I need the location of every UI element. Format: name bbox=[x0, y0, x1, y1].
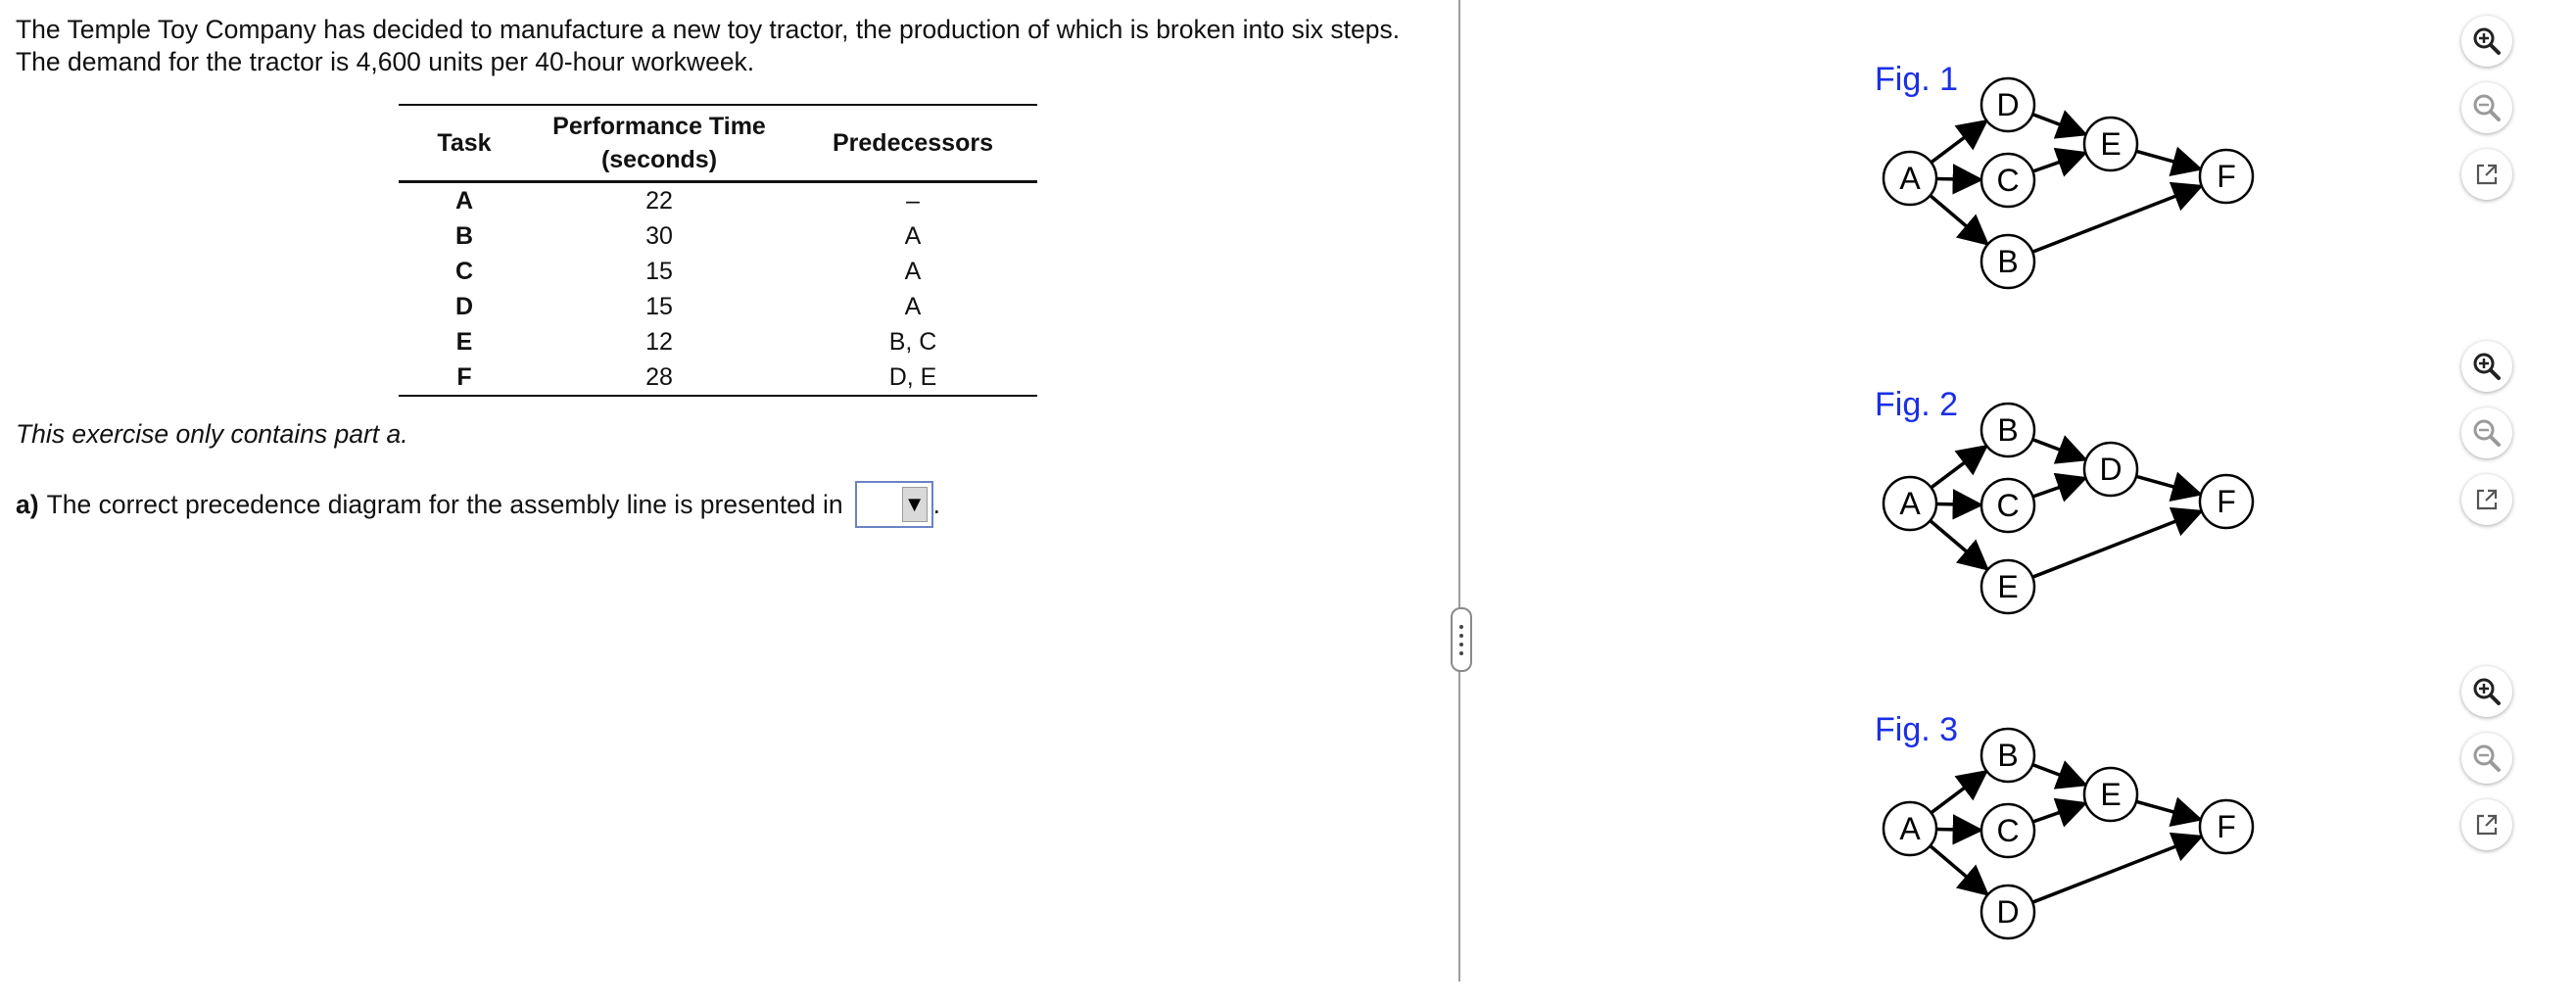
node-A bbox=[1884, 152, 1936, 205]
cell-task: B bbox=[454, 221, 474, 250]
node-label: B bbox=[1997, 738, 2019, 773]
node-C bbox=[1981, 804, 2034, 857]
header-time-line1: Performance Time bbox=[552, 113, 766, 140]
open-new-window-button[interactable] bbox=[2461, 474, 2512, 525]
header-time-line2: (seconds) bbox=[600, 146, 718, 173]
answer-dropdown[interactable] bbox=[855, 481, 933, 528]
arrow-A-to-D bbox=[1931, 845, 1987, 893]
node-label: E bbox=[2100, 126, 2122, 162]
node-B bbox=[1981, 729, 2034, 782]
header-predecessors: Predecessors bbox=[832, 129, 993, 157]
cell-task: C bbox=[454, 257, 474, 285]
precedence-diagram-1 bbox=[1861, 61, 2331, 315]
arrow-B-to-D bbox=[2032, 440, 2085, 459]
node-label: A bbox=[1899, 161, 1921, 196]
arrow-E-to-F bbox=[2032, 511, 2201, 577]
arrow-E-to-F bbox=[2136, 151, 2200, 168]
arrow-C-to-E bbox=[2032, 803, 2084, 822]
node-D bbox=[1981, 885, 2034, 938]
figure-2 bbox=[1861, 386, 2331, 680]
zoom-in-icon bbox=[2470, 675, 2504, 708]
arrow-B-to-F bbox=[2032, 186, 2201, 252]
header-task: Task bbox=[437, 129, 492, 157]
cell-time: 15 bbox=[645, 257, 673, 285]
node-label: B bbox=[1997, 412, 2019, 448]
open-new-window-icon bbox=[2472, 810, 2502, 839]
table-row bbox=[399, 289, 1037, 324]
cell-task: A bbox=[454, 186, 474, 215]
table-row bbox=[399, 324, 1037, 359]
cell-predecessors: B, C bbox=[888, 327, 937, 356]
cell-predecessors: D, E bbox=[888, 362, 937, 391]
node-label: B bbox=[1997, 244, 2019, 279]
node-label: F bbox=[2217, 809, 2236, 844]
zoom-out-button[interactable] bbox=[2461, 407, 2512, 458]
cell-time: 12 bbox=[645, 327, 673, 356]
node-label: C bbox=[1996, 163, 2020, 198]
cell-time: 15 bbox=[645, 292, 673, 320]
cell-task: E bbox=[455, 327, 473, 356]
task-table bbox=[399, 104, 1037, 397]
node-D bbox=[1981, 78, 2034, 131]
arrow-E-to-F bbox=[2136, 801, 2200, 819]
precedence-diagram-2 bbox=[1861, 386, 2331, 641]
zoom-out-icon bbox=[2470, 416, 2504, 450]
zoom-out-icon bbox=[2470, 742, 2504, 775]
node-B bbox=[1981, 404, 2034, 456]
arrow-A-to-D bbox=[1932, 121, 1986, 163]
figure-1 bbox=[1861, 61, 2331, 355]
part-a-label: a) bbox=[16, 489, 39, 519]
node-label: E bbox=[2100, 777, 2122, 812]
open-new-window-button[interactable] bbox=[2461, 799, 2512, 850]
node-label: E bbox=[1997, 569, 2019, 604]
node-A bbox=[1884, 802, 1936, 855]
table-row bbox=[399, 218, 1037, 254]
zoom-out-button[interactable] bbox=[2461, 82, 2512, 133]
node-label: F bbox=[2217, 484, 2236, 519]
arrow-C-to-E bbox=[2032, 153, 2084, 171]
handle-dot bbox=[1459, 625, 1463, 629]
resize-handle[interactable] bbox=[1451, 607, 1472, 672]
cell-time: 28 bbox=[645, 362, 673, 391]
zoom-in-icon bbox=[2470, 24, 2504, 58]
dropdown-arrow-icon[interactable]: ▼ bbox=[902, 487, 928, 522]
arrow-C-to-D bbox=[2032, 478, 2084, 497]
arrow-A-to-B bbox=[1932, 447, 1986, 488]
handle-dot bbox=[1459, 634, 1463, 638]
node-F bbox=[2200, 150, 2253, 203]
part-a-question bbox=[16, 481, 940, 528]
node-D bbox=[2084, 443, 2137, 496]
cell-predecessors: A bbox=[904, 257, 922, 285]
table-header-row bbox=[399, 105, 1037, 182]
node-label: C bbox=[1996, 813, 2020, 848]
table-row bbox=[399, 359, 1037, 396]
open-new-window-icon bbox=[2472, 485, 2502, 514]
node-E bbox=[2084, 118, 2137, 170]
node-label: A bbox=[1899, 486, 1921, 521]
cell-time: 22 bbox=[645, 186, 673, 215]
zoom-out-icon bbox=[2470, 91, 2504, 124]
arrow-D-to-F bbox=[2136, 476, 2200, 494]
cell-task: D bbox=[454, 292, 474, 320]
arrow-A-to-B bbox=[1932, 772, 1986, 813]
arrow-B-to-E bbox=[2032, 765, 2085, 785]
zoom-out-button[interactable] bbox=[2461, 733, 2512, 784]
cell-predecessors: A bbox=[904, 292, 922, 320]
cell-task: F bbox=[456, 362, 472, 391]
panel-divider bbox=[1458, 0, 1460, 981]
node-E bbox=[1981, 560, 2034, 613]
problem-statement: The Temple Toy Company has decided to manufacture a new toy tractor, the production of which is broken into six steps. The demand for the tractor is 4,600 units per 40-hour workweek. bbox=[16, 15, 1401, 76]
part-a-text: The correct precedence diagram for the assembly line is presented in bbox=[46, 489, 843, 519]
cell-predecessors: A bbox=[904, 221, 922, 250]
arrow-A-to-E bbox=[1931, 520, 1987, 568]
cell-time: 30 bbox=[645, 221, 673, 250]
node-label: F bbox=[2217, 159, 2236, 194]
node-label: D bbox=[2099, 452, 2123, 487]
arrow-D-to-E bbox=[2032, 115, 2085, 134]
zoom-in-button[interactable] bbox=[2461, 16, 2512, 67]
node-label: A bbox=[1899, 811, 1921, 846]
node-B bbox=[1981, 235, 2034, 288]
zoom-in-button[interactable] bbox=[2461, 341, 2512, 392]
zoom-in-icon bbox=[2470, 350, 2504, 383]
arrow-A-to-C bbox=[1936, 504, 1980, 505]
figure-label: Fig. 2 bbox=[1875, 386, 1959, 423]
handle-dot bbox=[1459, 651, 1463, 655]
node-C bbox=[1981, 154, 2034, 207]
figure-3 bbox=[1861, 711, 2331, 1005]
arrow-A-to-C bbox=[1936, 830, 1980, 831]
part-a-period: . bbox=[932, 489, 941, 519]
node-C bbox=[1981, 479, 2034, 532]
open-new-window-button[interactable] bbox=[2461, 149, 2512, 200]
node-A bbox=[1884, 477, 1936, 530]
cell-predecessors: – bbox=[906, 186, 920, 215]
figure-label: Fig. 3 bbox=[1875, 711, 1959, 748]
header-performance-time bbox=[530, 105, 788, 182]
node-F bbox=[2200, 475, 2253, 528]
figure-label: Fig. 1 bbox=[1875, 61, 1959, 98]
open-new-window-icon bbox=[2472, 160, 2502, 189]
node-E bbox=[2084, 768, 2137, 821]
arrow-A-to-C bbox=[1936, 179, 1980, 180]
table-row bbox=[399, 254, 1037, 289]
node-label: D bbox=[1996, 87, 2020, 122]
exercise-note: This exercise only contains part a. bbox=[16, 419, 408, 449]
arrow-A-to-B bbox=[1931, 195, 1987, 243]
node-label: D bbox=[1996, 894, 2020, 930]
node-F bbox=[2200, 800, 2253, 853]
zoom-in-button[interactable] bbox=[2461, 666, 2512, 717]
table-row bbox=[399, 182, 1037, 219]
precedence-diagram-3 bbox=[1861, 711, 2331, 966]
arrow-D-to-F bbox=[2032, 837, 2201, 902]
handle-dot bbox=[1459, 643, 1463, 646]
node-label: C bbox=[1996, 488, 2020, 523]
